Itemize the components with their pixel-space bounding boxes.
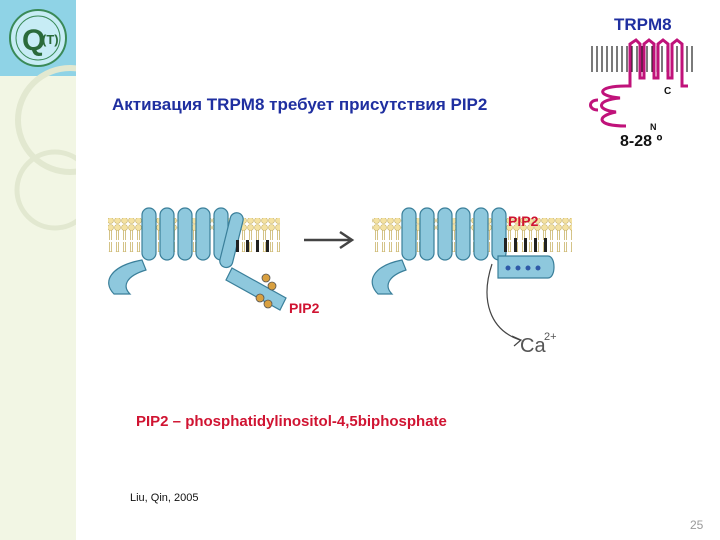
pip2-label-left: PIP2	[289, 300, 320, 316]
n-terminal-right	[372, 260, 406, 294]
slide-title: Активация TRPM8 требует присутствия PIP2	[112, 95, 488, 114]
page-number: 25	[690, 518, 704, 532]
trpm8-topology-diagram	[586, 38, 700, 130]
c-terminal-left	[226, 268, 286, 310]
terminal-c-label: C	[664, 86, 672, 97]
sidebar-decoration	[0, 0, 76, 540]
terminal-n-label: N	[650, 122, 657, 130]
trpm8-title: TRPM8	[614, 15, 672, 34]
n-terminal-left	[109, 260, 146, 294]
temperature-range: 8-28 º	[620, 133, 663, 150]
closed-channel-state	[108, 208, 286, 310]
decorative-rings	[0, 60, 76, 260]
pip2-label-right: PIP2	[508, 213, 539, 229]
trpm8-loop	[591, 100, 599, 110]
pip2-definition: PIP2 – phosphatidylinositol-4,5biphosphate	[136, 413, 447, 430]
calcium-charge: 2+	[544, 331, 557, 343]
citation: Liu, Qin, 2005	[130, 492, 199, 504]
calcium-label: Ca	[520, 335, 546, 357]
trpm8-chain	[601, 40, 688, 126]
membrane-left	[108, 218, 280, 252]
arrow-right-icon	[304, 232, 352, 248]
svg-text:Q: Q	[22, 24, 46, 57]
svg-text:(T): (T)	[42, 32, 59, 47]
open-channel-state	[372, 208, 572, 357]
membrane-lipids	[592, 46, 692, 72]
